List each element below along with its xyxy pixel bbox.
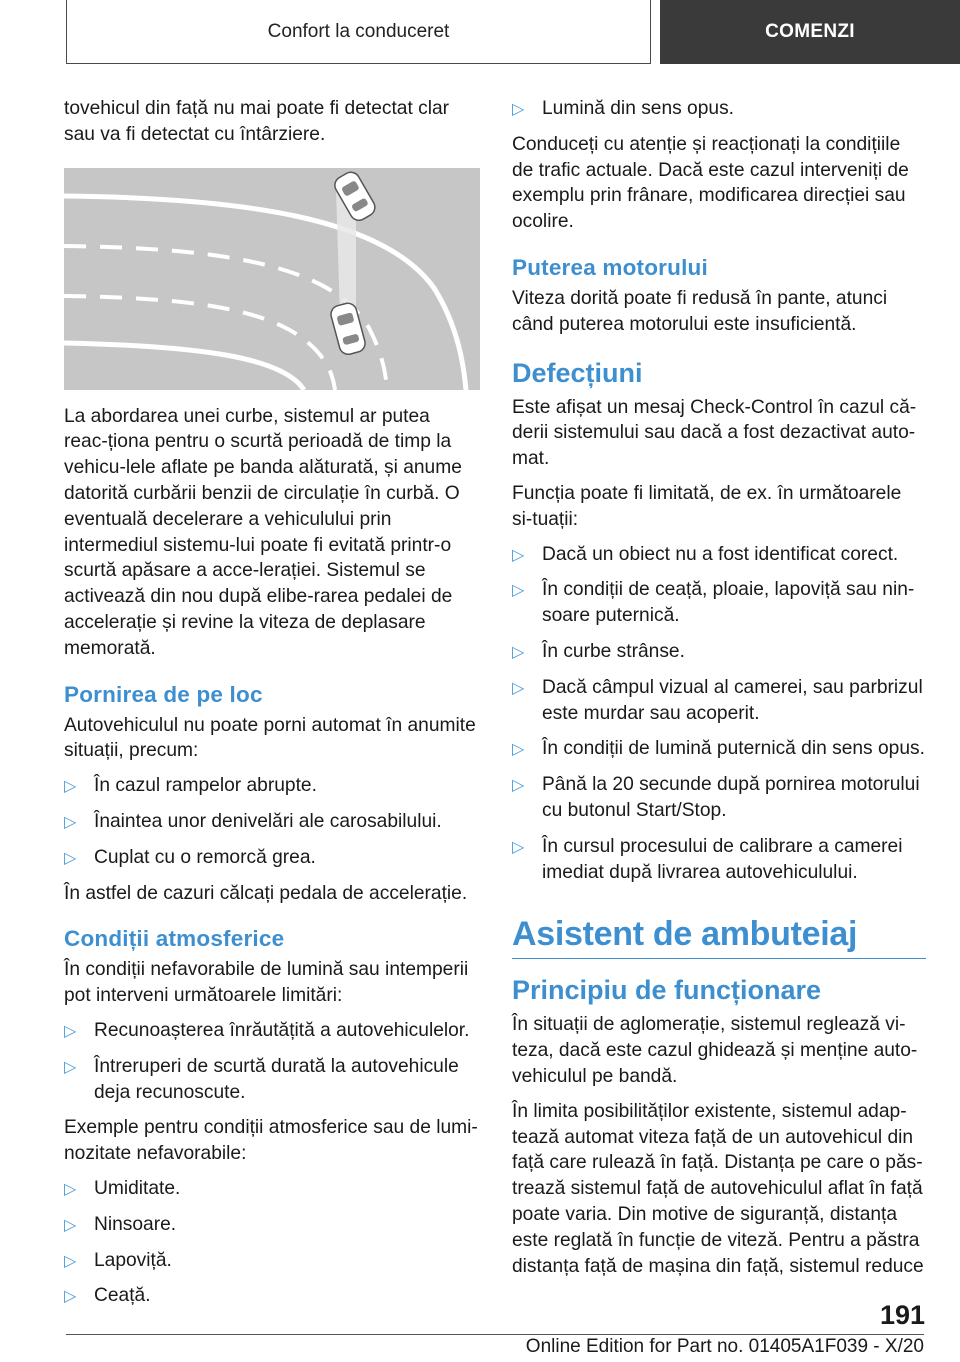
- faults-heading: Defecțiuni: [512, 357, 643, 388]
- engine-paragraph: Viteza dorită poate fi redusă în pante, atunci când puterea motorului este insuficientă.: [512, 287, 888, 335]
- page-number: 191: [880, 1300, 926, 1330]
- list-item: ▷ Ceață.: [64, 1283, 478, 1309]
- principle-heading: Principiu de funcționare: [512, 975, 822, 1006]
- principle-paragraph-2: În limita posibilităților existente, sistemul adap-tează automat viteza față de un autovehicul din față care rulează în față. Distanța pe care o păs-trează sistemul față de autovehiculul aflat în față poate varia. Din motive de siguranță, distanța este reglată în funcție de viteză. Pentru a păstra distanța față de mașina din față, sistemul reduce: [512, 1100, 924, 1277]
- list-item: ▷ Cuplat cu o remorcă grea.: [64, 845, 478, 871]
- triangle-bullet-icon: ▷: [64, 849, 77, 867]
- triangle-bullet-icon: ▷: [64, 1180, 77, 1198]
- weather-paragraph: În condiții nefavorabile de lumină sau intemperii pot interveni următoarele limitări:: [64, 959, 469, 1007]
- continued-list: [512, 96, 926, 122]
- triangle-bullet-icon: ▷: [64, 1058, 77, 1076]
- triangle-bullet-icon: ▷: [64, 1022, 77, 1040]
- start-after-paragraph: În astfel de cazuri călcați pedala de accelerație.: [64, 882, 468, 904]
- list-item: ▷ În cazul rampelor abrupte.: [64, 773, 478, 799]
- list-item: ▷ Dacă câmpul vizual al camerei, sau parbrizul este murdar sau acoperit.: [512, 676, 923, 724]
- triangle-bullet-icon: ▷: [512, 546, 525, 564]
- list-item: ▷ În curbe strânse.: [512, 639, 926, 665]
- curve-illustration: [64, 168, 480, 390]
- footer-divider: [66, 1334, 924, 1335]
- header-section-title: Confort la conduceret: [267, 20, 450, 42]
- intro-paragraph: tovehicul din față nu mai poate fi detectat clar sau va fi detectat cu întârziere.: [64, 98, 450, 145]
- weather-examples-paragraph: Exemple pentru condiții atmosferice sau de lumi-nozitate nefavorabile:: [64, 1117, 478, 1165]
- triangle-bullet-icon: ▷: [512, 838, 525, 856]
- list-item: ▷ Lapoviță.: [64, 1248, 478, 1274]
- start-list: [64, 773, 478, 870]
- header-section-tab: [66, 0, 651, 64]
- principle-paragraph-1: În situații de aglomerație, sistemul reglează vi-teza, dacă este cazul ghidează și menține auto-vehiculul pe bandă.: [512, 1014, 918, 1087]
- triangle-bullet-icon: ▷: [64, 778, 77, 796]
- weather-examples-list: [64, 1176, 478, 1309]
- curve-road-drawing: [64, 168, 480, 390]
- left-column: [64, 96, 478, 1319]
- triangle-bullet-icon: ▷: [512, 643, 525, 661]
- list-item: ▷ Până la 20 secunde după pornirea motorului cu butonul Start/Stop.: [512, 774, 920, 821]
- start-paragraph: Autovehiculul nu poate porni automat în anumite situații, precum:: [64, 714, 476, 762]
- triangle-bullet-icon: ▷: [512, 582, 525, 600]
- triangle-bullet-icon: ▷: [64, 1216, 77, 1234]
- engine-heading: Puterea motorului: [512, 254, 708, 280]
- faults-list: [512, 542, 926, 886]
- weather-list: [64, 1018, 478, 1105]
- weather-heading: Condiții atmosferice: [64, 926, 285, 952]
- list-item: ▷ Recunoașterea înrăutățită a autovehiculelor.: [64, 1018, 478, 1044]
- header-chapter-title: COMENZI: [765, 20, 855, 42]
- triangle-bullet-icon: ▷: [64, 1252, 77, 1270]
- list-item: ▷ Umiditate.: [64, 1176, 478, 1202]
- header-chapter-tab: [660, 0, 960, 64]
- faults-paragraph: Este afișat un mesaj Check-Control în cazul că-derii sistemului sau dacă a fost dezactivat auto-mat.: [512, 396, 917, 470]
- triangle-bullet-icon: ▷: [512, 741, 525, 759]
- list-item: ▷ Dacă un obiect nu a fost identificat corect.: [512, 542, 926, 568]
- drive-paragraph: Conduceți cu atenție și reacționați la condițiile de trafic actuale. Dacă este cazul interveniți de exemplu prin frânare, modificarea direcției sau ocolire.: [512, 133, 909, 233]
- curve-paragraph: La abordarea unei curbe, sistemul ar putea reac-ționa pentru o scurtă perioadă de timp la vehicu-lele aflate pe banda alăturată, și anume datorită curbării benzii de circulație în curbă. O eventuală decelerare a vehiculului prin intermediul sistemu-lui poate fi evitată printr-o scurtă apăsare a acce-lerației. Sistemul se activează din nou după elibe-rarea pedalei de accelerație și revine la viteza de deplasare memorată.: [64, 405, 462, 659]
- list-item: ▷ Înaintea unor denivelări ale carosabilului.: [64, 809, 478, 835]
- triangle-bullet-icon: ▷: [64, 813, 77, 831]
- list-item: ▷ În condiții de lumină puternică din sens opus.: [512, 736, 926, 762]
- triangle-bullet-icon: ▷: [512, 777, 525, 795]
- faults-limited-paragraph: Funcția poate fi limitată, de ex. în următoarele si-tuații:: [512, 482, 902, 530]
- list-item: ▷ Ninsoare.: [64, 1212, 478, 1238]
- triangle-bullet-icon: ▷: [64, 1288, 77, 1306]
- list-item: ▷ În condiții de ceață, ploaie, lapoviță sau nin-soare puternică.: [512, 579, 915, 627]
- jam-assistant-heading: Asistent de ambuteiaj: [512, 915, 926, 959]
- triangle-bullet-icon: ▷: [512, 101, 525, 118]
- triangle-bullet-icon: ▷: [512, 679, 525, 697]
- footer-edition: Online Edition for Part no. 01405A1F039 - X/20: [525, 1336, 924, 1357]
- list-item: ▷ În cursul procesului de calibrare a camerei imediat după livrarea autovehiculului.: [512, 835, 903, 883]
- right-column: [512, 96, 926, 1288]
- list-item: ▷ Lumină din sens opus.: [512, 96, 926, 122]
- start-heading: Pornirea de pe loc: [64, 681, 263, 707]
- list-item: ▷ Întreruperi de scurtă durată la autovehicule deja recunoscute.: [64, 1055, 459, 1103]
